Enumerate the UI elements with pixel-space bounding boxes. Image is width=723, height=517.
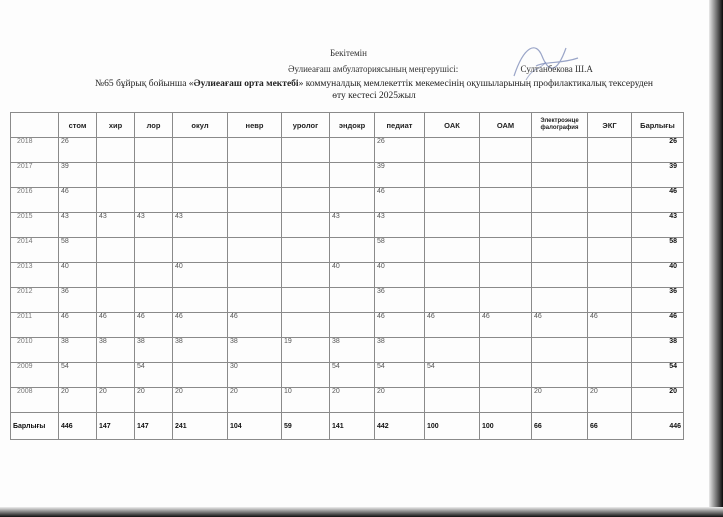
table-cell: 38: [97, 338, 135, 363]
year-cell: 2013: [11, 263, 59, 288]
table-sum-row: [11, 413, 684, 440]
sum-cell: 59: [282, 413, 330, 440]
table-cell: 26: [375, 138, 425, 163]
table-cell: 54: [135, 363, 173, 388]
table-cell: [97, 263, 135, 288]
table-cell: 43: [330, 213, 375, 238]
table-cell: [532, 213, 588, 238]
table-cell: [532, 163, 588, 188]
table-cell: [480, 263, 532, 288]
table-cell: 43: [173, 213, 228, 238]
header-cell: невр: [228, 113, 282, 138]
year-cell: 2008: [11, 388, 59, 413]
table-cell: 46: [228, 313, 282, 338]
table-cell: [173, 363, 228, 388]
table-cell: [588, 363, 632, 388]
table-cell: 20: [375, 388, 425, 413]
table-cell: [588, 163, 632, 188]
table-cell: [228, 138, 282, 163]
table-cell: 46: [173, 313, 228, 338]
header-cell: хир: [97, 113, 135, 138]
total-cell: 20: [632, 388, 684, 413]
table-cell: [532, 238, 588, 263]
table-cell: [588, 288, 632, 313]
table-cell: 38: [135, 338, 173, 363]
scan-edge-bottom: [0, 507, 723, 517]
sum-cell: 147: [135, 413, 173, 440]
table-cell: 54: [375, 363, 425, 388]
table-cell: [588, 338, 632, 363]
table-cell: [135, 188, 173, 213]
table-cell: [282, 313, 330, 338]
table-cell: 20: [588, 388, 632, 413]
table-cell: [173, 288, 228, 313]
year-cell: 2011: [11, 313, 59, 338]
table-cell: [480, 238, 532, 263]
sum-cell: 66: [588, 413, 632, 440]
sum-cell: 446: [632, 413, 684, 440]
year-cell: 2009: [11, 363, 59, 388]
table-cell: [330, 313, 375, 338]
table-cell: 20: [228, 388, 282, 413]
table-row: [11, 313, 684, 338]
table-cell: [97, 238, 135, 263]
table-cell: [425, 163, 480, 188]
table-cell: 38: [330, 338, 375, 363]
table-cell: [532, 288, 588, 313]
table-cell: 46: [532, 313, 588, 338]
table-cell: 43: [59, 213, 97, 238]
table-cell: [588, 263, 632, 288]
table-cell: [228, 163, 282, 188]
header-cell: Электроэнце фалография: [532, 113, 588, 138]
table-cell: [425, 138, 480, 163]
table-row: [11, 138, 684, 163]
table-cell: [330, 238, 375, 263]
director-line: [288, 64, 593, 74]
year-cell: 2014: [11, 238, 59, 263]
director-title: Әулиеағаш амбулаториясының меңгерушісі:: [288, 64, 459, 74]
table-cell: [282, 213, 330, 238]
table-cell: 30: [228, 363, 282, 388]
table-row: [11, 188, 684, 213]
table-cell: [588, 213, 632, 238]
table-cell: 38: [173, 338, 228, 363]
table-cell: [480, 288, 532, 313]
header-cell: эндокр: [330, 113, 375, 138]
header-cell: лор: [135, 113, 173, 138]
table-cell: [532, 138, 588, 163]
total-cell: 58: [632, 238, 684, 263]
table-cell: 40: [59, 263, 97, 288]
table-cell: 26: [59, 138, 97, 163]
table-cell: 46: [375, 313, 425, 338]
table-cell: [282, 163, 330, 188]
table-cell: [173, 138, 228, 163]
document-subtitle: өту кестесі 2025жыл: [332, 91, 416, 101]
sum-cell: 147: [97, 413, 135, 440]
table-row: [11, 338, 684, 363]
table-cell: [135, 163, 173, 188]
sum-label-cell: Барлығы: [11, 413, 59, 440]
table-cell: 20: [97, 388, 135, 413]
table-cell: 54: [59, 363, 97, 388]
table-cell: [425, 188, 480, 213]
table-row: [11, 263, 684, 288]
total-cell: 38: [632, 338, 684, 363]
table-cell: [532, 188, 588, 213]
header-cell: ОАМ: [480, 113, 532, 138]
table-row: [11, 163, 684, 188]
table-cell: [330, 188, 375, 213]
table-cell: [282, 138, 330, 163]
total-cell: 46: [632, 313, 684, 338]
header-cell: педиат: [375, 113, 425, 138]
table-cell: 39: [59, 163, 97, 188]
year-cell: 2017: [11, 163, 59, 188]
table-cell: [135, 238, 173, 263]
table-cell: [282, 263, 330, 288]
table-cell: [228, 288, 282, 313]
table-cell: 43: [97, 213, 135, 238]
table-cell: [480, 363, 532, 388]
table-cell: [135, 288, 173, 313]
table-cell: 46: [97, 313, 135, 338]
header-cell: ЭКГ: [588, 113, 632, 138]
table-cell: [228, 238, 282, 263]
table-cell: [330, 163, 375, 188]
table-cell: [588, 188, 632, 213]
table-cell: 19: [282, 338, 330, 363]
table-cell: [425, 263, 480, 288]
table-row: [11, 213, 684, 238]
table-cell: 43: [135, 213, 173, 238]
header-cell: ОАК: [425, 113, 480, 138]
table-cell: 46: [425, 313, 480, 338]
table-cell: [282, 363, 330, 388]
table-row: [11, 363, 684, 388]
table-cell: 36: [375, 288, 425, 313]
table-cell: [532, 363, 588, 388]
table-cell: [97, 163, 135, 188]
table-cell: [425, 338, 480, 363]
table-cell: [135, 138, 173, 163]
table-cell: [425, 238, 480, 263]
table-cell: [97, 288, 135, 313]
table-cell: [330, 138, 375, 163]
sum-cell: 104: [228, 413, 282, 440]
table-cell: 58: [59, 238, 97, 263]
school-name: Әулиеағаш орта мектебі: [193, 79, 299, 89]
table-cell: [425, 388, 480, 413]
table-header-row: [11, 113, 684, 138]
title-part1: №65 бұйрық бойынша «: [95, 79, 194, 89]
table-cell: 40: [173, 263, 228, 288]
table-cell: 46: [135, 313, 173, 338]
table-cell: [228, 213, 282, 238]
table-cell: [282, 288, 330, 313]
table-cell: 40: [330, 263, 375, 288]
table-cell: 20: [173, 388, 228, 413]
sum-cell: 141: [330, 413, 375, 440]
table-cell: [425, 213, 480, 238]
table-body: [11, 138, 684, 440]
table-cell: [135, 263, 173, 288]
year-cell: 2018: [11, 138, 59, 163]
sum-cell: 100: [425, 413, 480, 440]
total-cell: 46: [632, 188, 684, 213]
year-cell: 2016: [11, 188, 59, 213]
table-cell: 46: [480, 313, 532, 338]
table-cell: 39: [375, 163, 425, 188]
table-cell: [480, 338, 532, 363]
year-cell: 2010: [11, 338, 59, 363]
table-cell: [588, 138, 632, 163]
table-cell: 20: [532, 388, 588, 413]
total-cell: 54: [632, 363, 684, 388]
table-cell: 46: [375, 188, 425, 213]
sum-cell: 241: [173, 413, 228, 440]
table-cell: 46: [59, 313, 97, 338]
table-cell: 20: [330, 388, 375, 413]
table-cell: 58: [375, 238, 425, 263]
table-cell: [588, 238, 632, 263]
table-row: [11, 238, 684, 263]
table-cell: 43: [375, 213, 425, 238]
table-cell: 36: [59, 288, 97, 313]
table-cell: [480, 213, 532, 238]
table-cell: [228, 263, 282, 288]
table-cell: [282, 188, 330, 213]
year-cell: 2015: [11, 213, 59, 238]
table-cell: [480, 163, 532, 188]
scan-edge-right: [709, 0, 723, 517]
exam-schedule-table: [10, 112, 684, 440]
year-cell: 2012: [11, 288, 59, 313]
table-cell: [480, 188, 532, 213]
table-cell: [173, 238, 228, 263]
sum-cell: 66: [532, 413, 588, 440]
table-row: [11, 388, 684, 413]
table-cell: 46: [588, 313, 632, 338]
director-name: Султанбекова Ш.А: [520, 64, 593, 74]
table-row: [11, 288, 684, 313]
total-cell: 40: [632, 263, 684, 288]
sum-cell: 446: [59, 413, 97, 440]
total-cell: 36: [632, 288, 684, 313]
approve-label: Бекітемін: [330, 48, 367, 58]
total-cell: 26: [632, 138, 684, 163]
table-cell: [173, 188, 228, 213]
document-title: [64, 79, 684, 89]
header-cell: Барлығы: [632, 113, 684, 138]
table-cell: 38: [228, 338, 282, 363]
table-cell: [97, 188, 135, 213]
table-cell: [480, 138, 532, 163]
table-cell: 54: [330, 363, 375, 388]
table-cell: 20: [59, 388, 97, 413]
title-part2: » коммуналдық мемлекеттік мекемесінің оқушыларының профилактикалық тексеруден: [298, 79, 653, 89]
table-cell: 46: [59, 188, 97, 213]
table-cell: [97, 363, 135, 388]
table-cell: [480, 388, 532, 413]
header-cell-year: [11, 113, 59, 138]
table-cell: 38: [375, 338, 425, 363]
table-cell: 10: [282, 388, 330, 413]
table-cell: 40: [375, 263, 425, 288]
table-cell: 20: [135, 388, 173, 413]
header-cell: стом: [59, 113, 97, 138]
table-cell: [330, 288, 375, 313]
table-cell: 54: [425, 363, 480, 388]
table-cell: [425, 288, 480, 313]
table-cell: [228, 188, 282, 213]
total-cell: 43: [632, 213, 684, 238]
sum-cell: 100: [480, 413, 532, 440]
total-cell: 39: [632, 163, 684, 188]
header-cell: окул: [173, 113, 228, 138]
table-cell: [282, 238, 330, 263]
table-cell: [532, 263, 588, 288]
table-cell: [532, 338, 588, 363]
table-cell: [173, 163, 228, 188]
header-cell: уролог: [282, 113, 330, 138]
sum-cell: 442: [375, 413, 425, 440]
table-cell: [97, 138, 135, 163]
table-cell: 38: [59, 338, 97, 363]
